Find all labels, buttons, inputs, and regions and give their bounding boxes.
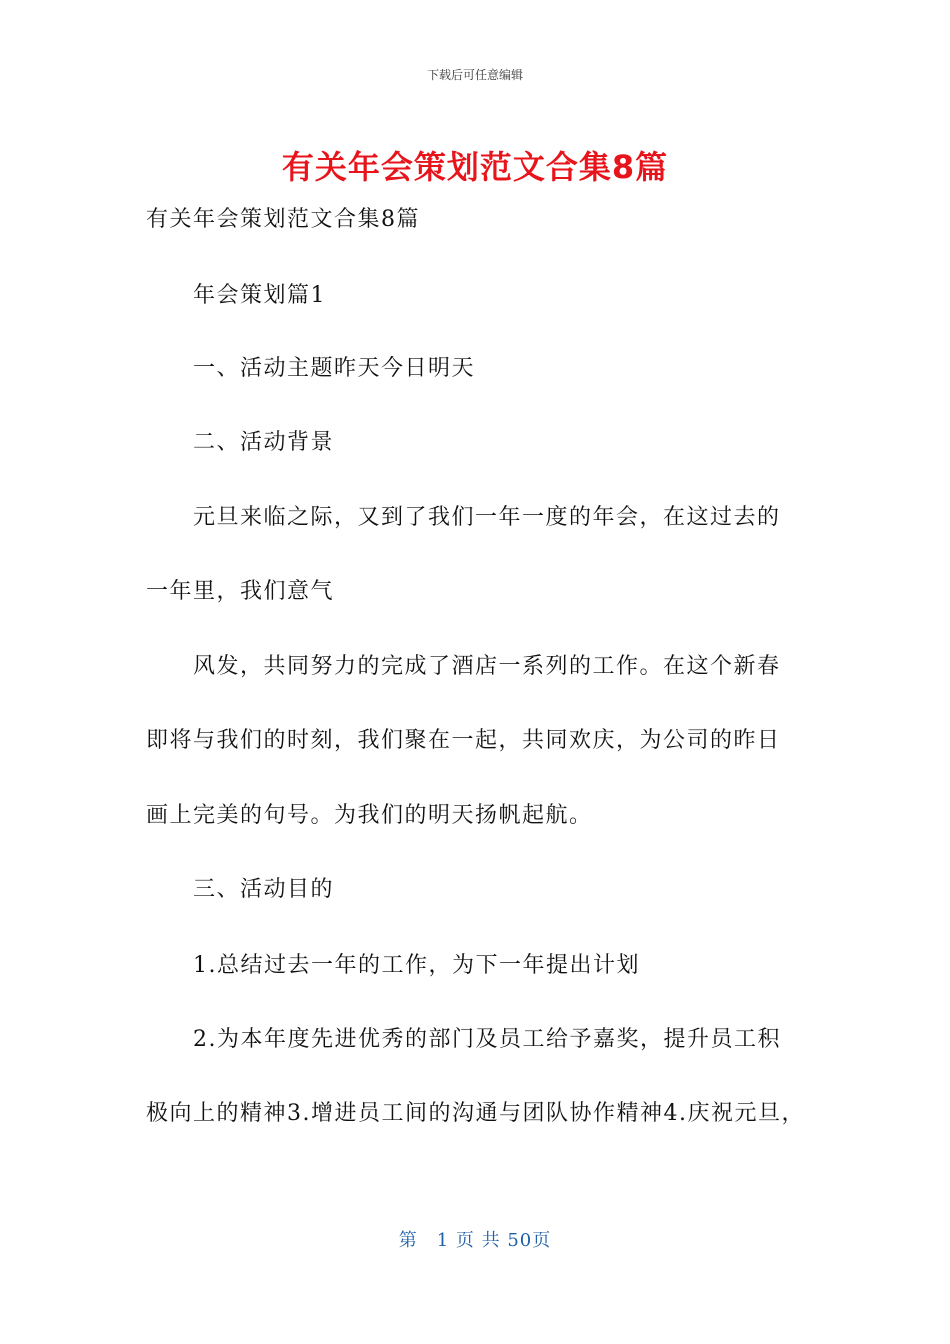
body-line: 1.总结过去一年的工作，为下一年提出计划 [193,953,640,978]
body-line: 三、活动目的 [193,877,335,902]
body-line: 风发，共同努力的完成了酒店一系列的工作。在这个新春 [193,654,781,679]
document-title: 有关年会策划范文合集8篇 [281,148,669,186]
body-line: 极向上的精神3.增进员工间的沟通与团队协作精神4.庆祝元旦， [146,1101,805,1126]
body-line: 一年里，我们意气 [146,579,335,604]
body-line: 元旦来临之际，又到了我们一年一度的年会，在这过去的 [193,505,781,530]
body-line: 二、活动背景 [193,430,335,455]
body-line: 2.为本年度先进优秀的部门及员工给予嘉奖，提升员工积 [193,1027,781,1052]
body-line: 有关年会策划范文合集8篇 [146,207,420,232]
body-line: 即将与我们的时刻，我们聚在一起，共同欢庆，为公司的昨日 [146,728,781,753]
body-line: 画上完美的句号。为我们的明天扬帆起航。 [146,803,593,828]
page-number: 第 1 页 共 50页 [398,1230,552,1251]
section-heading: 年会策划篇1 [193,283,326,308]
body-line: 一、活动主题昨天今日明天 [193,356,476,381]
header-note: 下载后可任意编辑 [426,68,523,82]
